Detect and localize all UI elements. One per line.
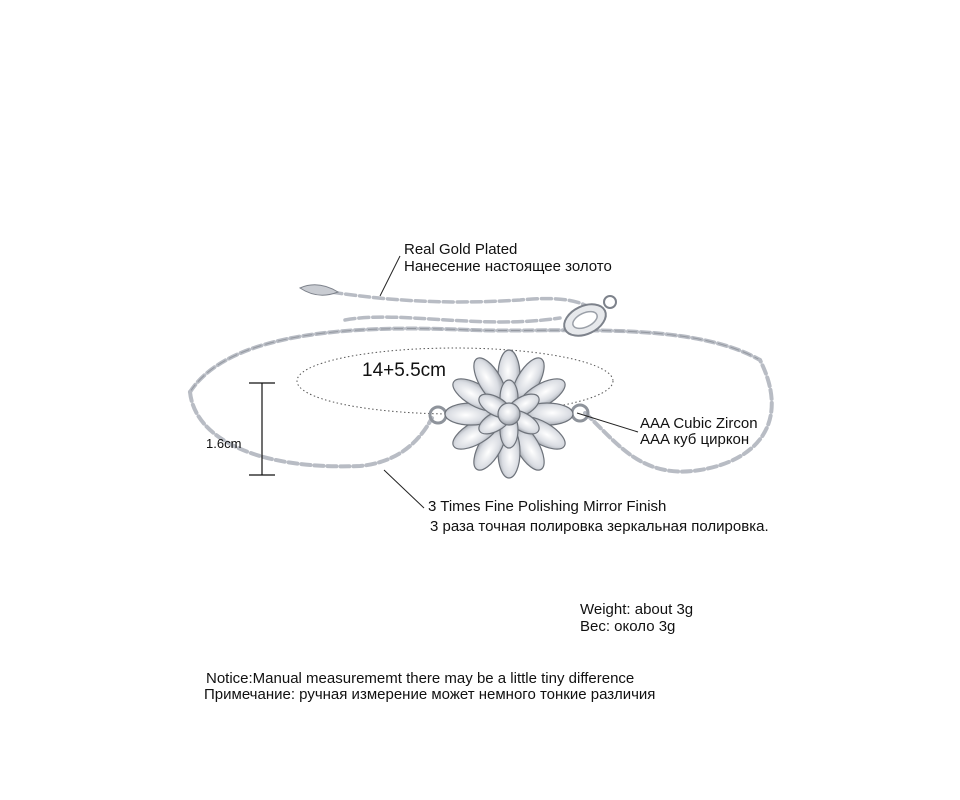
length-label: 14+5.5cm <box>362 360 446 381</box>
leader-zircon <box>577 413 638 432</box>
gold-label-ru: Нанесение настоящее золото <box>404 258 612 275</box>
weight-label-ru: Вес: около 3g <box>580 618 676 635</box>
extension-chain <box>318 290 600 318</box>
gold-label-en: Real Gold Plated <box>404 241 518 258</box>
lobster-clasp <box>559 296 616 342</box>
notice-label-en: Notice:Manual measurememt there may be a little tiny difference <box>206 670 635 687</box>
polish-label-ru: 3 раза точная полировка зеркальная полировка. <box>430 518 769 535</box>
drop-tail <box>300 285 338 295</box>
snowflake-pendant <box>445 350 573 478</box>
height-label: 1.6cm <box>206 436 242 451</box>
height-bracket <box>249 383 275 475</box>
chain-left <box>190 392 432 466</box>
leader-polish <box>384 470 424 508</box>
weight-label-en: Weight: about 3g <box>580 601 694 618</box>
notice-label-ru: Примечание: ручная измерение может немного тонкие различия <box>204 686 656 703</box>
zircon-label-en: AAA Cubic Zircon <box>640 415 758 432</box>
zircon-label-ru: AAA куб циркон <box>640 431 750 448</box>
leader-gold <box>380 256 400 296</box>
polish-label-en: 3 Times Fine Polishing Mirror Finish <box>428 498 667 515</box>
